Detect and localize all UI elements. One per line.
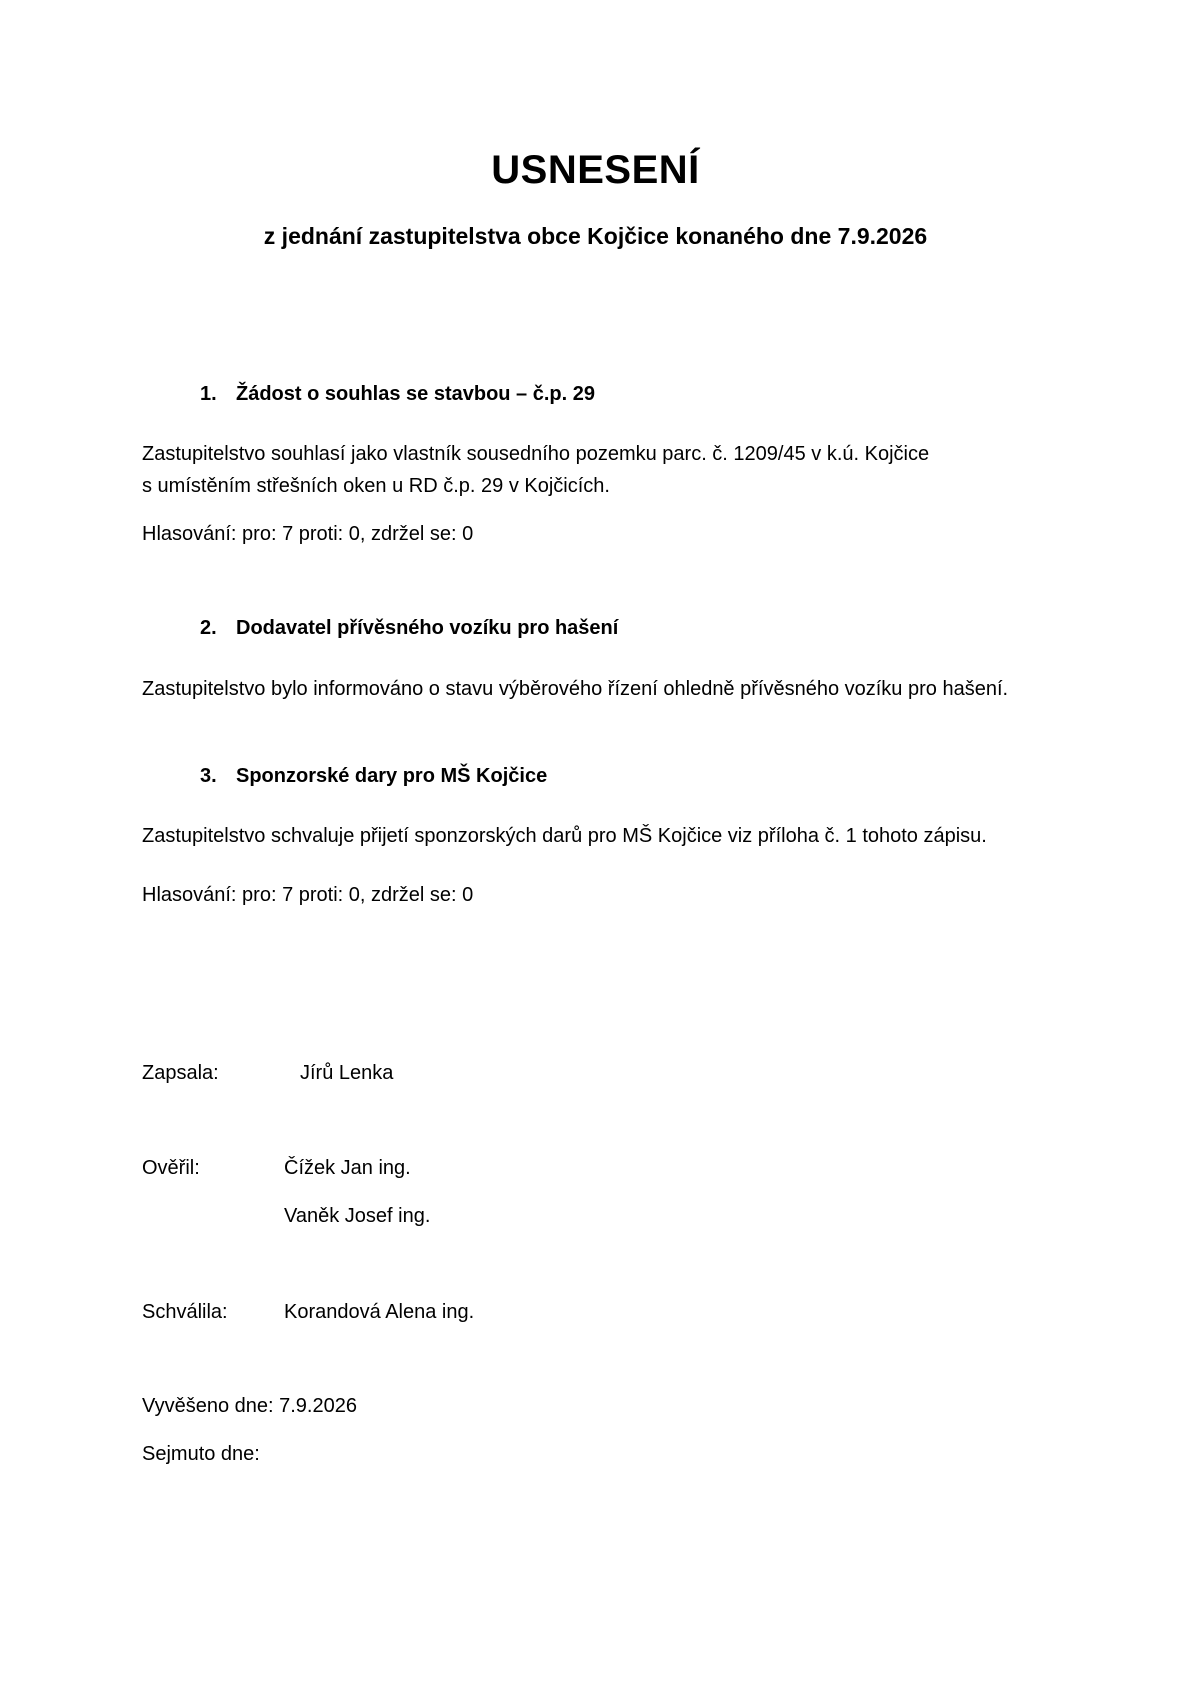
posted-date: Vyvěšeno dne: 7.9.2026: [142, 1395, 357, 1417]
recorded-by-label: Zapsala:: [142, 1062, 219, 1084]
approved-by-name: Korandová Alena ing.: [284, 1301, 475, 1323]
section-1-text-line-1: Zastupitelstvo souhlasí jako vlastník sousedního pozemku parc. č. 1209/45 v k.ú. Kojčice: [142, 443, 930, 465]
verified-by-label: Ověřil:: [142, 1157, 200, 1179]
section-3-text: Zastupitelstvo schvaluje přijetí sponzorských darů pro MŠ Kojčice viz příloha č. 1 tohoto zápisu.: [142, 825, 987, 847]
section-2-heading: [200, 617, 618, 640]
section-2-number: 2.: [200, 617, 217, 639]
section-3-vote: Hlasování: pro: 7 proti: 0, zdržel se: 0: [142, 884, 474, 906]
verified-by-name-1: Čížek Jan ing.: [284, 1157, 411, 1179]
section-1-text-line-2: s umístěním střešních oken u RD č.p. 29 v Kojčicích.: [142, 475, 610, 497]
verified-by-name-2: Vaněk Josef ing.: [284, 1205, 431, 1227]
section-1-number: 1.: [200, 383, 217, 405]
section-3-title: Sponzorské dary pro MŠ Kojčice: [236, 765, 548, 787]
recorded-by-name: Jírů Lenka: [300, 1062, 394, 1084]
document-subtitle: z jednání zastupitelstva obce Kojčice konaného dne 7.9.2026: [263, 223, 928, 249]
section-1-heading: [200, 383, 595, 406]
approved-by-label: Schválila:: [142, 1301, 228, 1323]
removed-date: Sejmuto dne:: [142, 1443, 260, 1465]
section-2-title: Dodavatel přívěsného vozíku pro hašení: [236, 617, 619, 639]
section-3-number: 3.: [200, 765, 217, 787]
section-1-vote: Hlasování: pro: 7 proti: 0, zdržel se: 0: [142, 523, 474, 545]
section-2-text: Zastupitelstvo bylo informováno o stavu výběrového řízení ohledně přívěsného vozíku pro hašení.: [142, 678, 1009, 700]
section-3-heading: [200, 765, 547, 788]
document-title: USNESENÍ: [491, 148, 700, 192]
section-1-title: Žádost o souhlas se stavbou – č.p. 29: [236, 383, 595, 405]
